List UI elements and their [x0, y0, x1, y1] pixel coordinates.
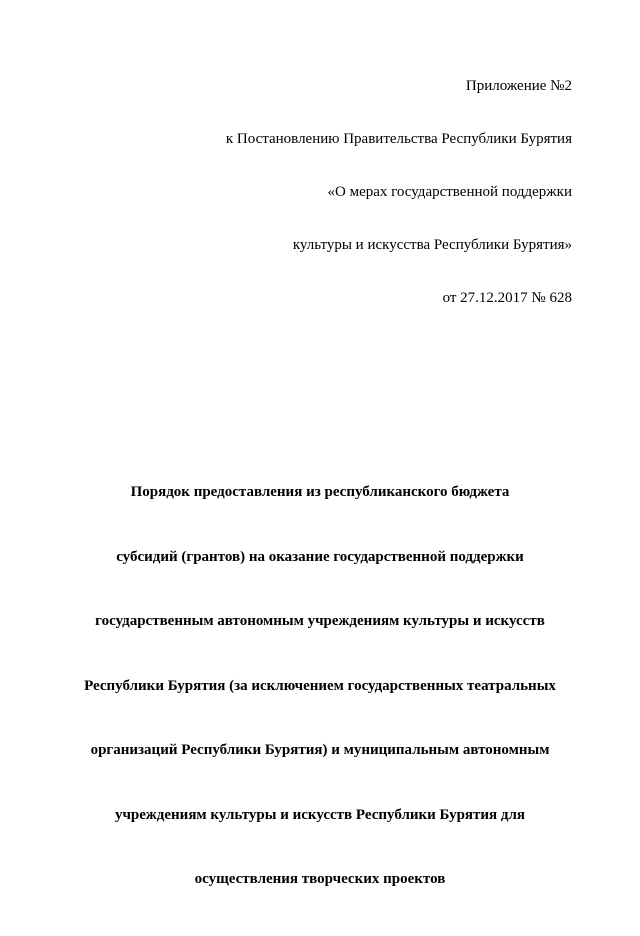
title-line-7: осуществления творческих проектов [194, 871, 446, 887]
appendix-header [226, 78, 572, 343]
title-line-3: государственным автономным учреждениям культуры и искусств [95, 613, 545, 629]
title-line-4: Республики Бурятия (за исключением государственных театральных [84, 677, 556, 694]
title-line-6: учреждениям культуры и искусств Республики Бурятия для [114, 806, 526, 823]
title-line-2: субсидий (грантов) на оказание государственной поддержки [116, 548, 524, 565]
appendix-number: Приложение №2 [465, 78, 572, 94]
title-line-5: организаций Республики Бурятия) и муниципальным автономным [90, 742, 550, 758]
title-line-1: Порядок предоставления из республиканского бюджета [130, 484, 510, 500]
resolution-title-line-1: «О мерах государственной поддержки [327, 184, 572, 200]
resolution-title-line-2: культуры и искусства Республики Бурятия» [292, 237, 572, 253]
document-title [0, 484, 640, 936]
resolution-date-number: от 27.12.2017 № 628 [442, 290, 572, 306]
resolution-reference: к Постановлению Правительства Республики Бурятия [225, 131, 572, 147]
